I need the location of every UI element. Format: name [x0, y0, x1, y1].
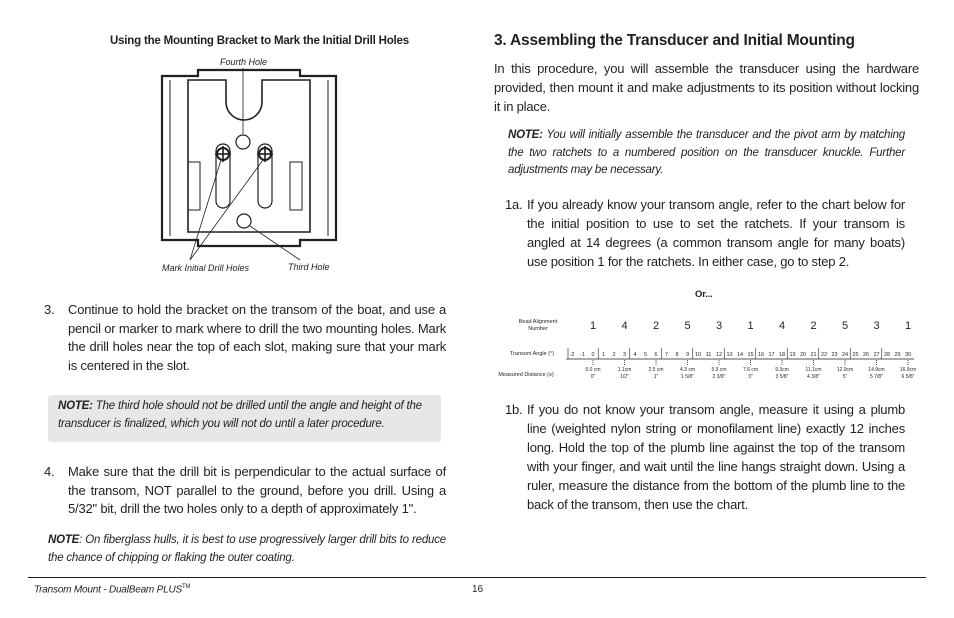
distance-cm: 1.1cm — [617, 367, 632, 373]
note-fiberglass: NOTE: On fiberglass hulls, it is best to use progressively larger drill bits to reduce the chance of chipping or flaking the outer coating. — [48, 534, 446, 564]
distance-in: 1" — [653, 374, 659, 380]
angle-tick-label: 10 — [694, 352, 702, 358]
distance-cm: 5.9 cm — [711, 367, 727, 373]
bead-row-label-line1: Bead Alignment — [518, 319, 558, 325]
angle-tick-label: 24 — [841, 352, 849, 358]
step-1a: 1a. If you already know your transom angle, refer to the chart below for the initial position to use to set the ratchets. If your transom is angled at 14 degrees (a common transom angle for many boats) use position 1 for the ratchets. In either case, go to step 2. — [505, 197, 905, 269]
bead-row-label-line2: Number — [528, 326, 548, 332]
transom-angle-chart — [494, 312, 919, 384]
step-1b: 1b. If you do not know your transom angle, measure it using a plumb line (weighted nylon string or monofilament line) exactly 12 inches long. Hold the top of the plumb line against the top of the transom with your finger, and wait until the line hangs straight down. Using a ruler, measure the distance from the bottom of the plumb line to the back of the transom, then use the chart. — [505, 402, 905, 512]
section-heading: 3. Assembling the Transducer and Initial Mounting — [494, 32, 855, 49]
distance-in: 2 3/8" — [712, 374, 726, 380]
figure-caption: Using the Mounting Bracket to Mark the Initial Drill Holes — [110, 35, 409, 47]
angle-tick-label: 28 — [883, 352, 891, 358]
angle-tick-label: 20 — [799, 352, 807, 358]
angle-tick-label: 9 — [685, 352, 690, 358]
bead-number: 1 — [589, 320, 597, 332]
bead-number: 1 — [747, 320, 754, 332]
angle-tick-label: 1 — [601, 352, 606, 358]
angle-tick-label: -1 — [580, 352, 585, 358]
bead-number: 2 — [810, 320, 817, 332]
angle-tick-label: 21 — [810, 352, 817, 358]
distance-in: 6 5/8" — [901, 374, 915, 380]
angle-tick-label: 0 — [591, 352, 595, 358]
angle-tick-label: 3 — [622, 352, 627, 358]
angle-tick-label: 30 — [904, 352, 912, 358]
angle-tick-label: 2 — [612, 352, 616, 358]
angle-tick-label: 16 — [757, 352, 765, 358]
distance-in: 3" — [748, 374, 753, 380]
mounting-bracket-figure — [150, 50, 350, 280]
bead-number: 4 — [778, 320, 786, 332]
drill-mark-left — [215, 146, 231, 162]
angle-tick-label: 6 — [654, 352, 658, 358]
distance-cm: 11.1cm — [805, 367, 822, 373]
drill-mark-right — [257, 146, 273, 162]
step-4: 4. Make sure that the drill bit is perpendicular to the actual surface of the transom, NOT parallel to the ground, before you drill. Using a 5/32" bit, drill the two holes only to a depth of approximately 1". — [44, 464, 446, 516]
angle-tick-label: 29 — [894, 352, 901, 358]
step-3: 3. Continue to hold the bracket on the transom of the boat, and use a pencil or marker to mark where to drill the two mounting holes. Mark the drill holes near the top of each slot, making sure that your mark is centered in the slot. — [44, 302, 446, 373]
fourth-hole-label: Fourth Hole — [220, 57, 268, 67]
angle-tick-label: 17 — [768, 352, 775, 358]
distance-row-label: Measured Distance (x) — [498, 372, 554, 378]
angle-tick-label: 11 — [705, 352, 712, 358]
intro-paragraph: In this procedure, you will assemble the transducer using the hardware provided, then mount it and make adjustments to its position without locking it in place. — [494, 61, 919, 114]
distance-in: 1/2" — [620, 374, 629, 380]
distance-in: 5 7/8" — [870, 374, 883, 380]
angle-tick-label: 25 — [852, 352, 859, 358]
angle-tick-label: 23 — [831, 352, 838, 358]
distance-in: 5" — [842, 374, 848, 380]
angle-tick-label: 12 — [715, 352, 723, 358]
mark-initial-holes-label: Mark Initial Drill Holes — [162, 263, 250, 273]
distance-cm: 16.9cm — [899, 367, 917, 373]
distance-in: 4 3/8" — [807, 374, 820, 380]
angle-tick-label: 8 — [675, 352, 679, 358]
angle-tick-label: 26 — [862, 352, 870, 358]
bead-number: 3 — [715, 320, 723, 332]
distance-in: 3 5/8" — [775, 374, 789, 380]
distance-cm: 12.9cm — [836, 367, 854, 373]
angle-tick-label: 15 — [747, 352, 754, 358]
bead-number: 5 — [841, 320, 849, 332]
angle-tick-label: 27 — [873, 352, 880, 358]
distance-cm: 0.0 cm — [585, 367, 601, 373]
angle-tick-label: 13 — [726, 352, 733, 358]
note-third-hole: NOTE: The third hole should not be drilled until the angle and height of the transducer is finalized, which you will not do until a later procedure. — [48, 395, 441, 442]
bead-number: 2 — [652, 320, 660, 332]
distance-cm: 14.9cm — [868, 367, 885, 373]
distance-in: 0" — [590, 374, 596, 380]
footer-title: Transom Mount - DualBeam PLUS™ — [34, 584, 191, 596]
bead-number: 4 — [621, 320, 628, 332]
note-ratchets: NOTE: You will initially assemble the transducer and the pivot arm by matching the two ratchets to a numbered position on the transducer knuckle. Further adjustments may be necessary. — [508, 129, 905, 176]
distance-cm: 4.3 cm — [679, 367, 696, 373]
distance-cm: 9.3cm — [775, 367, 789, 373]
angle-tick-label: 19 — [789, 352, 796, 358]
bead-number: 5 — [684, 320, 691, 332]
bead-number: 1 — [904, 320, 912, 332]
distance-in: 1 5/8" — [681, 374, 694, 380]
or-label: Or... — [695, 289, 713, 300]
third-hole — [237, 214, 251, 228]
angle-tick-label: 18 — [778, 352, 786, 358]
bead-number: 3 — [873, 320, 880, 332]
angle-row-label: Transom Angle (°) — [509, 351, 555, 357]
distance-cm: 2.5 cm — [648, 367, 664, 373]
page-number: 16 — [472, 584, 484, 595]
fourth-hole — [236, 135, 250, 149]
angle-tick-label: 7 — [664, 352, 669, 358]
footer-rule — [28, 577, 926, 578]
angle-tick-label: 14 — [736, 352, 744, 358]
distance-cm: 7.6 cm — [742, 367, 759, 373]
third-hole-label: Third Hole — [288, 262, 330, 272]
angle-tick-label: -2 — [569, 352, 575, 358]
angle-tick-label: 5 — [643, 352, 648, 358]
angle-tick-label: 4 — [633, 352, 637, 358]
angle-tick-label: 22 — [820, 352, 828, 358]
